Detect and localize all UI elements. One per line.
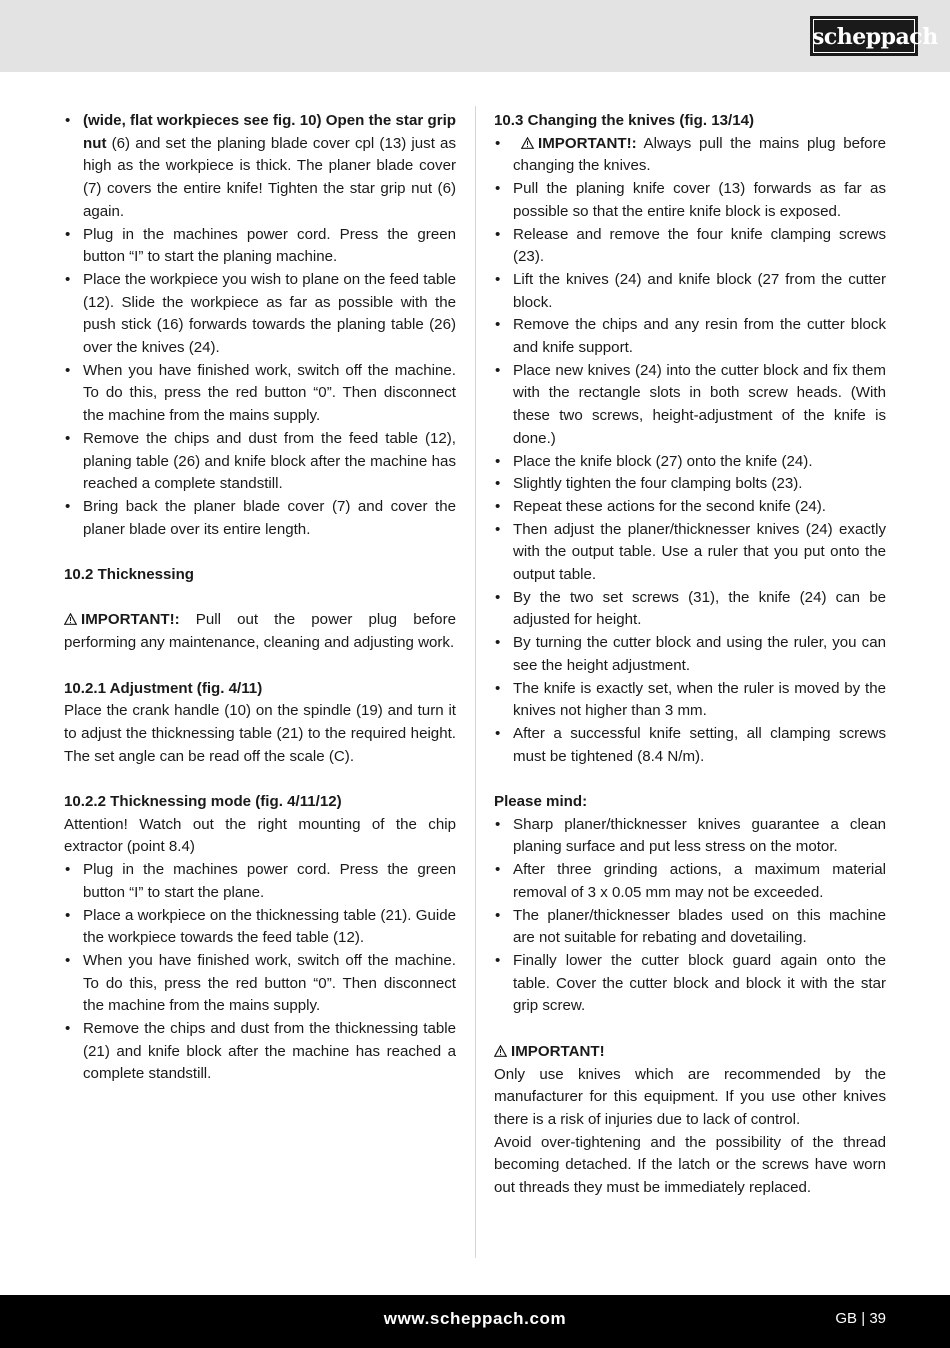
list-item: • Place the workpiece you wish to plane on the feed table (12). Slide the workpiece as far as possible with the push stick (16) forwards towards the planing table (26) over the knives (24). (64, 269, 456, 360)
section-heading-thicknessing-mode: 10.2.2 Thicknessing mode (fig. 4/11/12) (64, 793, 342, 811)
warning-triangle-icon (494, 1045, 507, 1057)
list-item: • Place a workpiece on the thicknessing table (21). Guide the workpiece towards the feed table (12). (64, 905, 456, 950)
important-label: IMPORTANT!: (81, 611, 180, 629)
left-column (64, 110, 456, 1086)
list-item: • Pull the planing knife cover (13) forwards as far as possible so that the entire knife block is exposed. (494, 178, 886, 223)
page-separator: | (861, 1310, 866, 1327)
adjustment-text: Place the crank handle (10) on the spindle (19) and turn it to adjust the thicknessing table (21) to the required height. The set angle can be read off the scale (C). (64, 702, 456, 765)
warning-triangle-icon (64, 613, 77, 625)
page-footer (0, 1295, 950, 1348)
column-divider (475, 106, 476, 1258)
website-url: www.scheppach.com (383, 1309, 567, 1328)
thicknessing-mode-text: Attention! Watch out the right mounting of the chip extractor (point 8.4) (64, 815, 456, 856)
list-item: • Plug in the machines power cord. Press the green button “I” to start the plane. (64, 859, 456, 904)
list-item: • Remove the chips and any resin from the cutter block and knife support. (494, 314, 886, 359)
section-heading-adjustment: 10.2.1 Adjustment (fig. 4/11) (64, 679, 263, 697)
list-item: • Finally lower the cutter block guard again onto the table. Cover the cutter block and block it with the star grip screw. (494, 950, 886, 1018)
please-mind-list (494, 814, 886, 1018)
list-item: • Then adjust the planer/thicknesser knives (24) exactly with the output table. Use a ruler that you put onto the output table. (494, 519, 886, 587)
important-text: Always pull the mains plug before changing the knives. (513, 134, 886, 175)
list-item: • By the two set screws (31), the knife (24) can be adjusted for height. (494, 587, 886, 632)
section-heading-please-mind: Please mind: (494, 793, 588, 811)
important-note (64, 609, 456, 654)
section-heading-thicknessing: 10.2 Thicknessing (64, 566, 195, 584)
knife-change-steps-list (494, 133, 886, 769)
page-header (0, 0, 950, 72)
list-item: • Slightly tighten the four clamping bolts (23). (494, 473, 886, 496)
scheppach-logo: scheppach (810, 16, 918, 56)
important-text-2: Avoid over-tightening and the possibility of the thread becoming detached. If the latch or the screws have worn out threads they must be immediately replaced. (494, 1133, 886, 1197)
list-item: • Place the knife block (27) onto the knife (24). (494, 451, 886, 474)
page-number: 39 (869, 1310, 886, 1327)
list-item: • When you have finished work, switch off the machine. To do this, press the red button “0”. Then disconnect the machine from the mains supply. (64, 360, 456, 428)
list-item: • By turning the cutter block and using the ruler, you can see the height adjustment. (494, 632, 886, 677)
list-item-text: (6) and set the planing blade cover cpl (13) just as high as the workpiece is thick. The planer blade cover (7) covers the entire knife! Tighten the star grip nut (6) again. (83, 134, 456, 220)
planing-steps-list (64, 110, 456, 541)
list-item: • After a successful knife setting, all clamping screws must be tightened (8.4 N/m). (494, 723, 886, 768)
list-item: • Lift the knives (24) and knife block (27 from the cutter block. (494, 269, 886, 314)
section-heading-changing-knives: 10.3 Changing the knives (fig. 13/14) (494, 112, 755, 129)
list-item: • Plug in the machines power cord. Press the green button “I” to start the planing machine. (64, 224, 456, 269)
important-heading (494, 1041, 886, 1064)
list-item: • Sharp planer/thicknesser knives guarantee a clean planing surface and put less stress on the motor. (494, 814, 886, 859)
list-item-bold: (wide, flat workpieces see fig. 10) Open the star grip nut (83, 112, 456, 152)
list-item: • Place new knives (24) into the cutter block and fix them with the rectangle slots in both screw heads. (With these two screws, height-adjustment of the knife is done.) (494, 360, 886, 451)
thicknessing-steps-list (64, 859, 456, 1086)
right-column (494, 110, 886, 1200)
list-item: • Repeat these actions for the second knife (24). (494, 496, 886, 519)
important-text: Pull out the power plug before performing any maintenance, cleaning and adjusting work. (64, 611, 456, 652)
important-text-1: Only use knives which are recommended by the manufacturer for this equipment. If you use other knives there is a risk of injuries due to lack of control. (494, 1065, 886, 1128)
list-item: • Release and remove the four knife clamping screws (23). (494, 224, 886, 269)
list-item: • After three grinding actions, a maximum material removal of 3 x 0.05 mm may not be exceeded. (494, 859, 886, 904)
list-item: • When you have finished work, switch off the machine. To do this, press the red button “0”. Then disconnect the machine from the mains supply. (64, 950, 456, 1018)
language-code: GB (835, 1310, 858, 1327)
important-label: IMPORTANT! (511, 1042, 605, 1060)
list-item: • Bring back the planer blade cover (7) and cover the planer blade over its entire length. (64, 496, 456, 541)
list-item-important (494, 133, 886, 178)
warning-triangle-icon (521, 137, 534, 149)
important-label: IMPORTANT!: (538, 134, 637, 152)
list-item: • Remove the chips and dust from the feed table (12), planing table (26) and knife block after the machine has reached a complete standstill. (64, 428, 456, 496)
list-item: • The planer/thicknesser blades used on this machine are not suitable for rebating and dovetailing. (494, 905, 886, 950)
list-item (64, 110, 456, 224)
list-item: • The knife is exactly set, when the ruler is moved by the knives not higher than 3 mm. (494, 678, 886, 723)
list-item: • Remove the chips and dust from the thicknessing table (21) and knife block after the machine has reached a complete standstill. (64, 1018, 456, 1086)
page-number-label (835, 1310, 886, 1327)
